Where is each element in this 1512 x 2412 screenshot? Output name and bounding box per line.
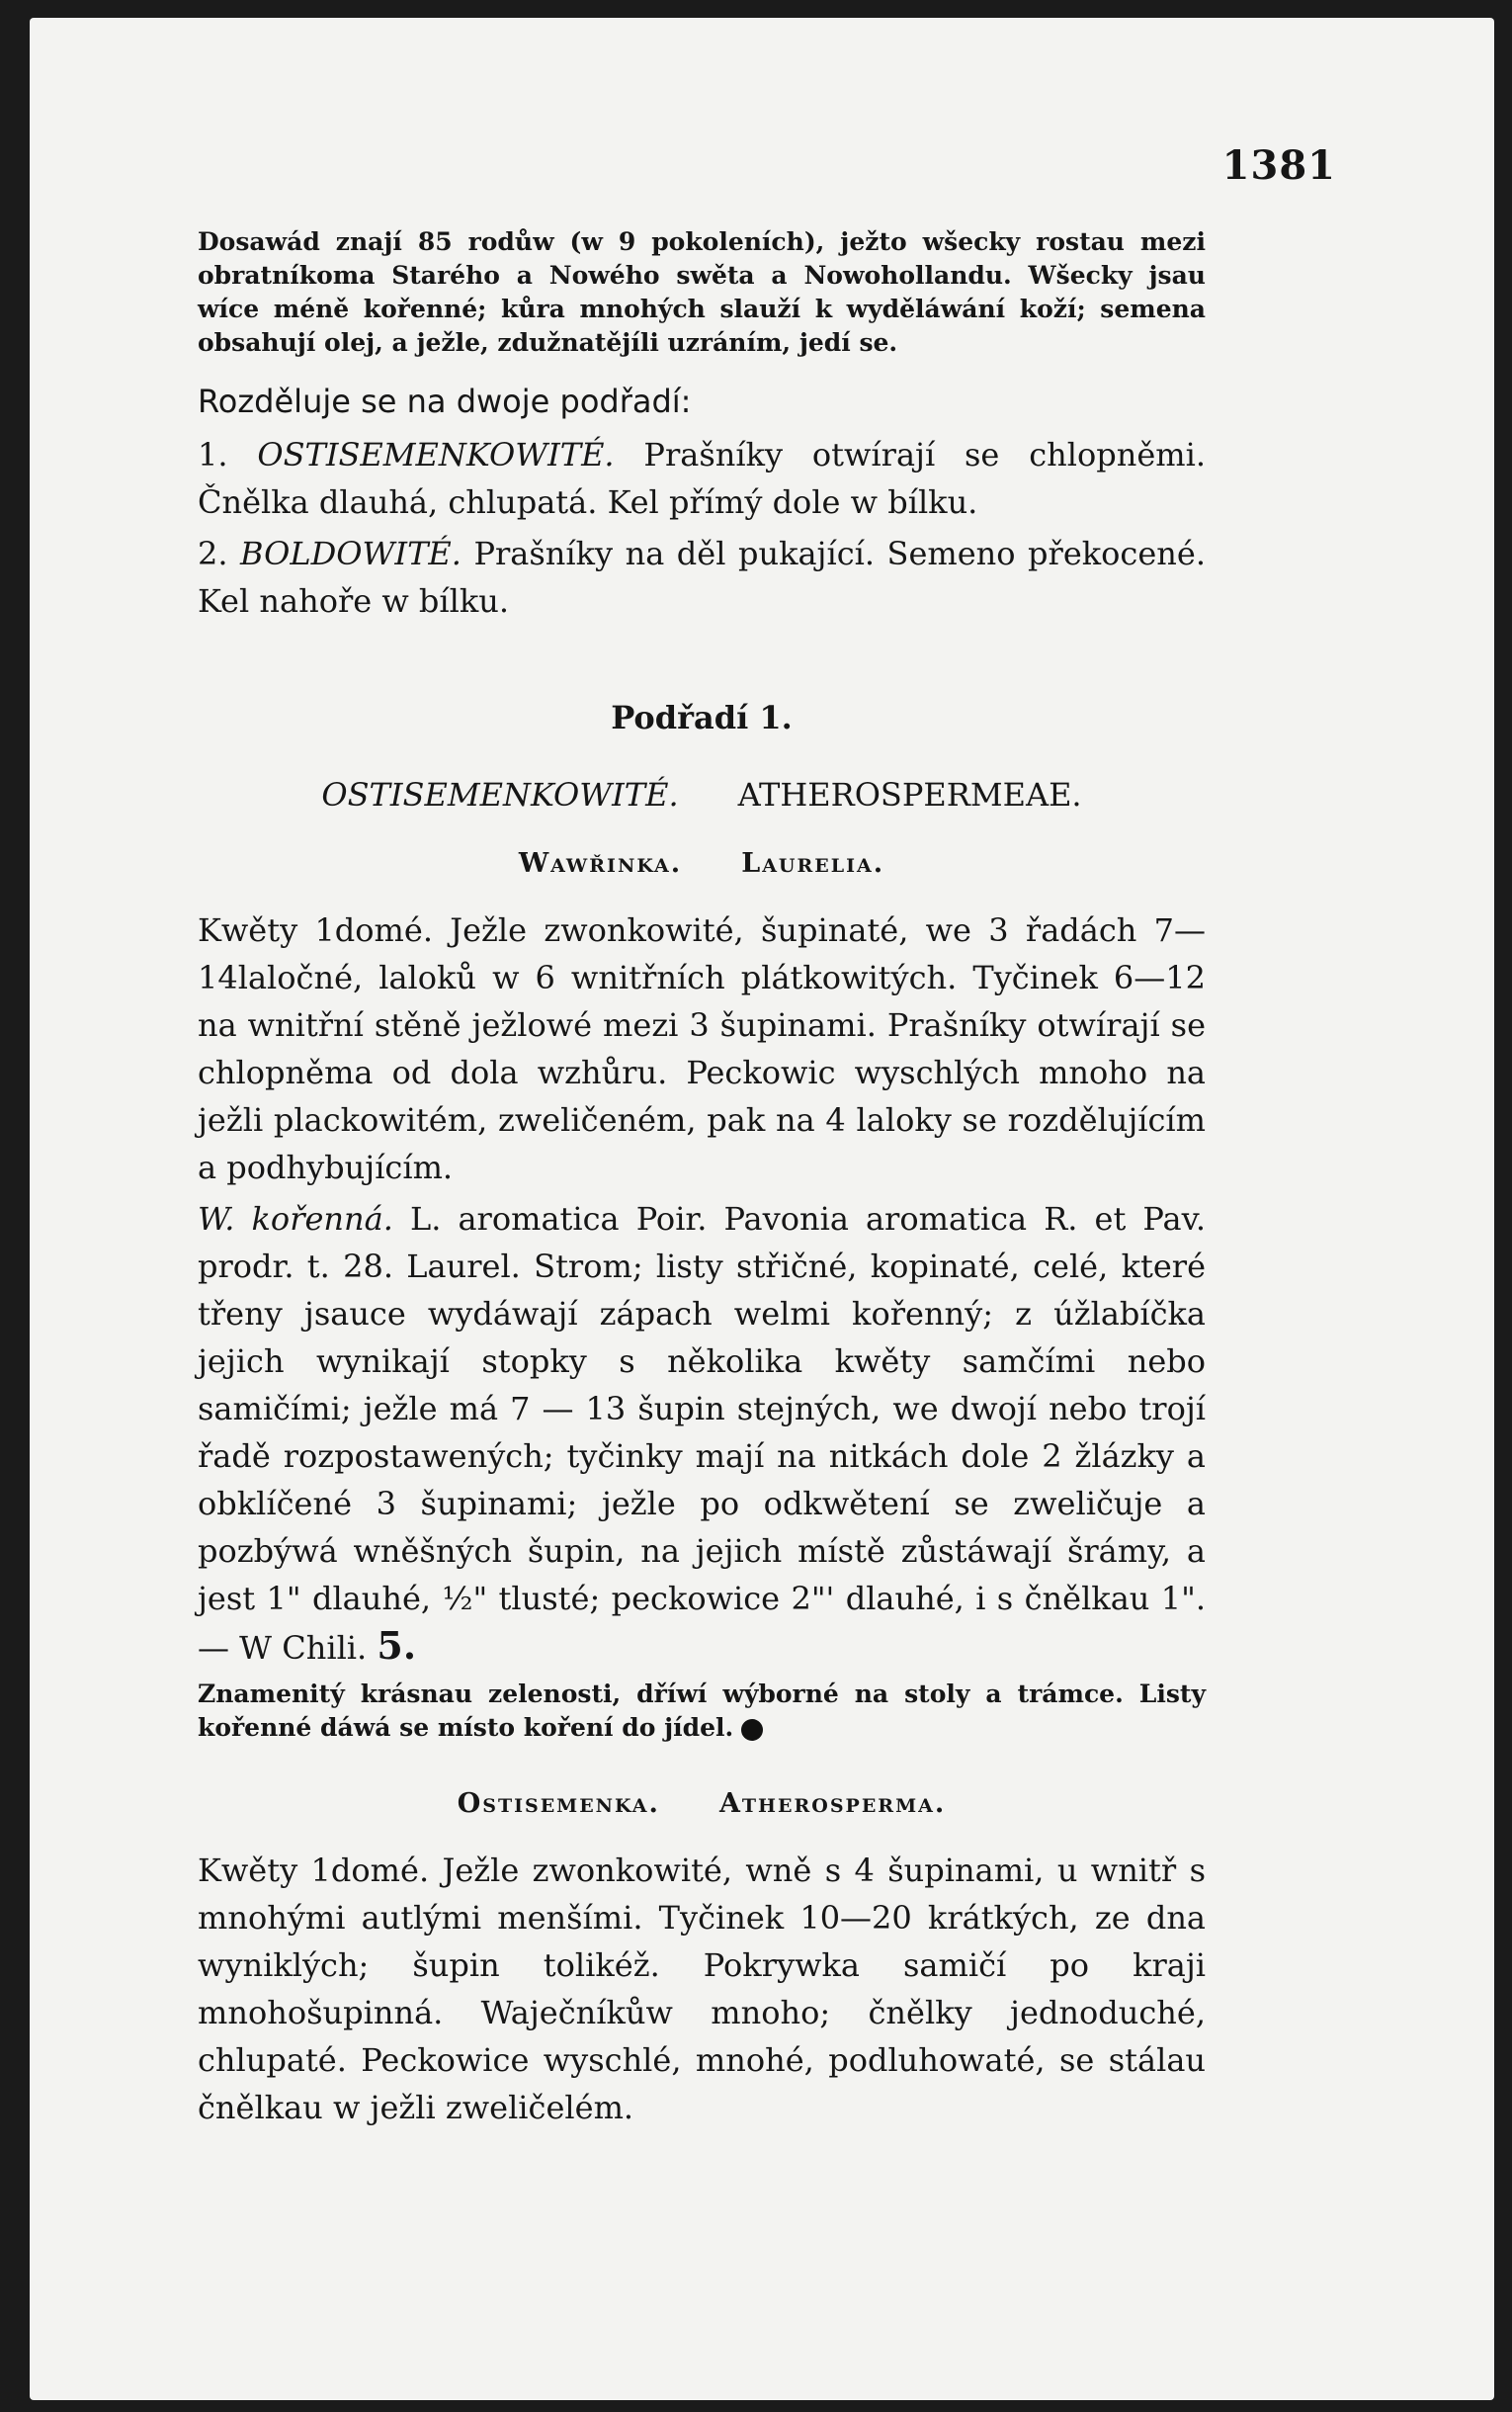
book-page — [30, 18, 1494, 2400]
genus-2-heading — [198, 1788, 1206, 1819]
species-note-text: Znamenitý krásnau zelenosti, dříwí wýborné na stoly a trámce. Listy kořenné dáwá se místo koření do jídel. — [198, 1680, 1206, 1742]
item-1-text: Prašníky otwírají se chlopněmi. Čnělka dlauhá, chlupatá. Kel přímý dole w bílku. — [198, 436, 1206, 521]
suborder-title: Podřadí 1. — [611, 699, 793, 736]
species-note — [198, 1678, 1206, 1745]
genus-1-heading — [198, 848, 1206, 879]
genus-2-czech-name: Ostisemenka. — [457, 1788, 660, 1819]
genus-1-latin-name: Laurelia. — [741, 848, 885, 879]
bullet-icon — [741, 1719, 763, 1741]
item-2-number: 2. — [198, 535, 228, 572]
species-mark: 5. — [377, 1623, 417, 1668]
genus-1-czech-name: Wawřinka. — [518, 848, 683, 879]
item-1-number: 1. — [198, 436, 228, 474]
division-heading: Rozděluje se na dwoje podřadí: — [198, 383, 692, 420]
intro-paragraph: Dosawád znají 85 rodůw (w 9 pokoleních), ježto wšecky rostau mezi obratníkoma Starého a Nowého swěta a Nowohollandu. Wšecky jsau wíce méně kořenné; kůra mnohých slauží k wyděláwání koží; semena obsahují olej, a ježle, zdužnatějíli uzráním, jedí se. — [198, 227, 1206, 357]
suborder-heading — [198, 771, 1206, 818]
item-2-text: Prašníky na děl pukající. Semeno překocené. Kel nahoře w bílku. — [198, 535, 1207, 620]
genus-2-description: Kwěty 1domé. Ježle zwonkowité, wně s 4 šupinami, u wnitř s mnohými autlými menšími. Tyčinek 10—20 krátkých, ze dna wyniklých; šupin tolikéž. Pokrywka samičí po kraji mnohošupinná. Waječníkůw mnoho; čnělky jednoduché, chlupaté. Peckowice wyschlé, mnohé, podluhowaté, se stálau čnělkau w ježli zweličelém. — [198, 1852, 1206, 2126]
page-content — [198, 225, 1206, 2131]
species-abbreviation: W. kořenná. — [198, 1200, 393, 1238]
genus-2-latin-name: Atherosperma. — [718, 1788, 947, 1819]
species-entry — [198, 1195, 1206, 1672]
item-2-name: BOLDOWITÉ. — [240, 535, 462, 572]
suborder-latin-name: ATHEROSPERMEAE. — [737, 776, 1082, 814]
species-text: L. aromatica Poir. Pavonia aromatica R. et Pav. prodr. t. 28. Laurel. Strom; listy střičné, kopinaté, celé, které třeny jsauce wydáwají zápach welmi kořenný; z úžlabíčka jejich wynikají stopky s několika kwěty samčími nebo samičími; ježle má 7 — 13 šupin stejných, we dwojí nebo trojí řadě rozpostawených; tyčinky mají na nitkách dole 2 žlázky a obklíčené 3 šupinami; ježle po odkwětení se zweličuje a pozbýwá wněšných šupin, na jejich místě zůstáwají šrámy, a jest 1" dlauhé, ½" tlusté; peckowice 2"' dlauhé, i s čnělkau 1". — W Chili. — [198, 1200, 1207, 1667]
page-number: 1381 — [1221, 142, 1336, 189]
suborder-item-2 — [198, 530, 1206, 625]
suborder-czech-name: OSTISEMENKOWITÉ. — [321, 776, 679, 814]
suborder-item-1 — [198, 431, 1206, 526]
genus-1-description: Kwěty 1domé. Ježle zwonkowité, šupinaté, we 3 řadách 7—14laločné, laloků w 6 wnitřních plátkowitých. Tyčinek 6—12 na wnitřní stěně ježlowé mezi 3 šupinami. Prašníky otwírají se chlopněma od dola wzhůru. Peckowic wyschlých mnoho na ježli plackowitém, zweličeném, pak na 4 laloky se rozdělujícím a podhybujícím. — [198, 911, 1206, 1186]
item-1-name: OSTISEMENKOWITÉ. — [257, 436, 615, 474]
